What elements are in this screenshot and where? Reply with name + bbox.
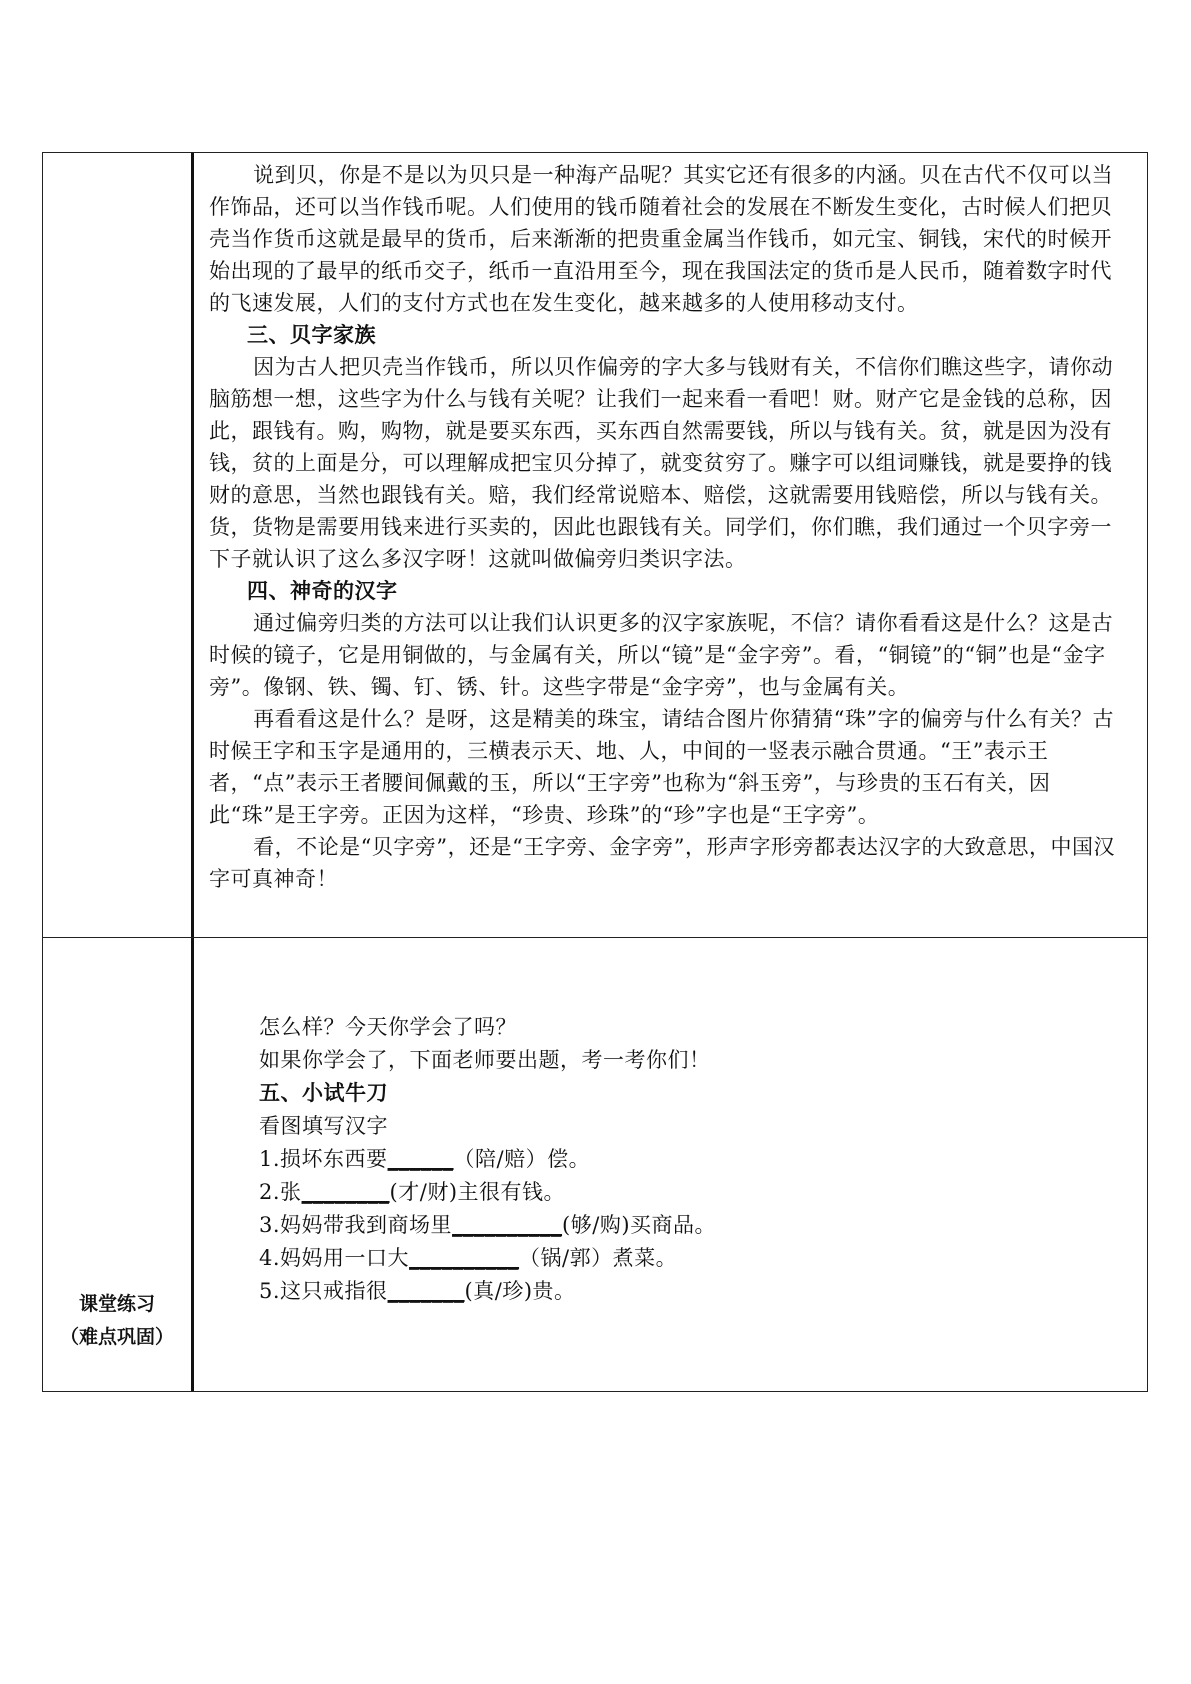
exercise-options: （锅/郭）煮菜。: [519, 1246, 678, 1270]
answer-blank[interactable]: ______: [387, 1147, 454, 1171]
exercise-options: (才/财)主很有钱。: [389, 1180, 566, 1204]
exercise-item-1: [209, 1143, 1127, 1176]
answer-blank[interactable]: ________: [301, 1180, 390, 1204]
exercise-text: 5.这只戒指很: [259, 1279, 388, 1303]
paragraph-jin-radical: 通过偏旁归类的方法可以让我们认识更多的汉字家族呢，不信？请你看看这是什么？这是古时候的镜子，它是用铜做的，与金属有关，所以“镜”是“金字旁”。看，“铜镜”的“铜”也是“金字旁”。像钢、铁、镯、钉、锈、针。这些字带是“金字旁”，也与金属有关。: [209, 611, 1114, 699]
exercise-text: 3.妈妈带我到商场里: [259, 1213, 453, 1237]
exercise-item-3: [209, 1209, 1127, 1242]
section-heading-4: 四、神奇的汉字: [247, 579, 398, 603]
answer-blank[interactable]: __________: [409, 1246, 520, 1270]
paragraph-currency: 说到贝，你是不是以为贝只是一种海产品呢？其实它还有很多的内涵。贝在古代不仅可以当作饰品，还可以当作钱币呢。人们使用的钱币随着社会的发展在不断发生变化，古时候人们把贝壳当作货币这就是最早的货币，后来渐渐的把贵重金属当作钱币，如元宝、铜钱，宋代的时候开始出现的了最早的纸币交子，纸币一直沿用至今，现在我国法定的货币是人民币，随着数字时代的飞速发展，人们的支付方式也在发生变化，越来越多的人使用移动支付。: [209, 163, 1114, 315]
exercise-text: 4.妈妈用一口大: [259, 1246, 410, 1270]
section-heading-5: 五、小试牛刀: [259, 1081, 388, 1105]
practice-label-subtitle: （难点巩固）: [59, 1326, 174, 1348]
exercise-text: 2.张: [259, 1180, 302, 1204]
practice-content-cell: [209, 1011, 1127, 1308]
exercise-item-2: [209, 1176, 1127, 1209]
section-heading-3: 三、贝字家族: [247, 323, 376, 347]
exercise-text: 1.损坏东西要: [259, 1147, 388, 1171]
practice-intro-2: 如果你学会了，下面老师要出题，考一考你们！: [259, 1048, 711, 1072]
row-divider: [43, 937, 1147, 938]
column-divider: [191, 153, 194, 1391]
practice-label: [43, 1288, 191, 1354]
exercise-item-4: [209, 1242, 1127, 1275]
practice-label-title: 课堂练习: [78, 1293, 155, 1315]
paragraph-bei-family: 因为古人把贝壳当作钱币，所以贝作偏旁的字大多与钱财有关，不信你们瞧这些字，请你动脑筋想一想，这些字为什么与钱有关呢？让我们一起来看一看吧！财。财产它是金钱的总称，因此，跟钱有。购，购物，就是要买东西，买东西自然需要钱，所以与钱有关。贫，就是因为没有钱，贫的上面是分，可以理解成把宝贝分掉了，就变贫穷了。赚字可以组词赚钱，就是要挣的钱财的意思，当然也跟钱有关。赔，我们经常说赔本、赔偿，这就需要用钱赔偿，所以与钱有关。货，货物是需要用钱来进行买卖的，因此也跟钱有关。同学们，你们瞧，我们通过一个贝字旁一下子就认识了这么多汉字呀！这就叫做偏旁归类识字法。: [209, 355, 1114, 571]
paragraph-wang-radical: 再看看这是什么？是呀，这是精美的珠宝，请结合图片你猜猜“珠”字的偏旁与什么有关？古时候王字和玉字是通用的，三横表示天、地、人，中间的一竖表示融合贯通。“王”表示王者，“点”表示王者腰间佩戴的玉，所以“王字旁”也称为“斜玉旁”，与珍贵的玉石有关，因此“珠”是王字旁。正因为这样，“珍贵、珍珠”的“珍”字也是“王字旁”。: [209, 707, 1115, 827]
answer-blank[interactable]: __________: [452, 1213, 563, 1237]
lesson-content-cell: [209, 159, 1127, 895]
lesson-table: [42, 152, 1148, 1392]
exercise-item-5: [209, 1275, 1127, 1308]
practice-instruction: 看图填写汉字: [259, 1114, 388, 1138]
exercise-options: (真/珍)贵。: [464, 1279, 576, 1303]
exercise-options: (够/购)买商品。: [562, 1213, 717, 1237]
practice-intro-1: 怎么样？今天你学会了吗？: [259, 1015, 517, 1039]
exercise-options: （陪/赔）偿。: [453, 1147, 591, 1171]
paragraph-conclusion: 看，不论是“贝字旁”，还是“王字旁、金字旁”，形声字形旁都表达汉字的大致意思，中国汉字可真神奇！: [209, 835, 1116, 891]
answer-blank[interactable]: _______: [387, 1279, 465, 1303]
